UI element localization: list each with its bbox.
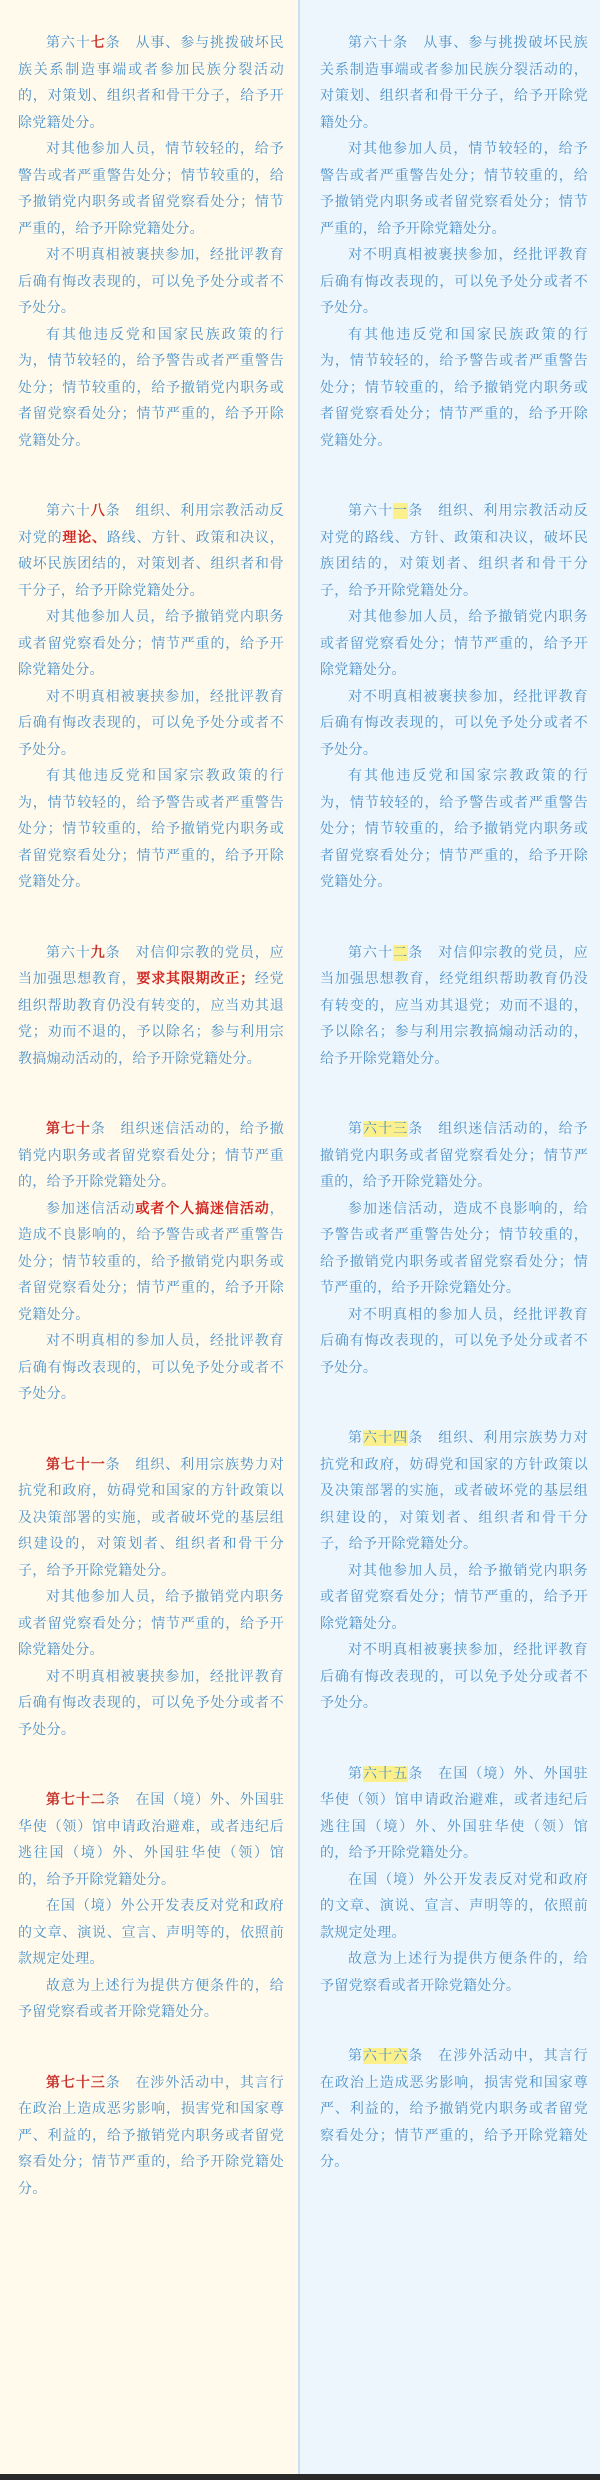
- article-paragraph: [320, 763, 588, 896]
- article-heading-paragraph: [320, 30, 588, 136]
- article-heading-paragraph: [320, 1425, 588, 1558]
- article-a72: [18, 1787, 284, 2026]
- article-paragraph: [320, 1637, 588, 1717]
- text-segment: 参加迷信活动，造成不良影响的，给予警告或者严重警告处分；情节较重的，给予撤销党内职务或者留党察看处分；情节严重的，给予开除党籍处分。: [320, 1200, 588, 1296]
- text-segment: 条 对信仰宗教的党员，应当加强思想教育，经党组织帮助教育仍没有转变的，应当劝其退党；劝而不退的，予以除名；参与利用宗教搞煽动活动的，给予开除党籍处分。: [320, 944, 588, 1067]
- article-b62: [320, 940, 588, 1073]
- text-segment: 对其他参加人员，情节较轻的，给予警告或者严重警告处分；情节较重的，给予撤销党内职务或者留党察看处分；情节严重的，给予开除党籍处分。: [320, 141, 588, 237]
- text-segment: 条 组织迷信活动的，给予撤销党内职务或者留党察看处分；情节严重的，给予开除党籍处分。: [320, 1121, 588, 1190]
- text-segment: 故意为上述行为提供方便条件的，给予留党察看或者开除党籍处分。: [18, 1977, 284, 2020]
- text-segment: 条 在涉外活动中，其言行在政治上造成恶劣影响，损害党和国家尊严、利益的，给予撤销党内职务或者留党察看处分；情节严重的，给予开除党籍处分。: [18, 2074, 284, 2197]
- text-segment: 有其他违反党和国家宗教政策的行为，情节较轻的，给予警告或者严重警告处分；情节较重的，给予撤销党内职务或者留党察看处分；情节严重的，给予开除党籍处分。: [320, 768, 588, 890]
- text-segment: 第六十: [348, 503, 394, 519]
- text-segment: ，造成不良影响的，给予警告或者严重警告处分；情节较重的，给予撤销党内职务或者留党察看处分；情节严重的，给予开除党籍处分。: [18, 1200, 284, 1323]
- highlighted-article-number: 一: [393, 503, 409, 519]
- article-b60: [320, 30, 588, 454]
- article-paragraph: [320, 1196, 588, 1302]
- article-paragraph: [320, 604, 588, 684]
- text-segment: 第六十: [348, 944, 394, 961]
- article-paragraph: [320, 1302, 588, 1382]
- article-a67: [18, 30, 284, 454]
- text-segment: 条 组织、利用宗族势力对抗党和政府，妨碍党和国家的方针政策以及决策部署的实施，或者破坏党的基层组织建设的，对策划者、组织者和骨干分子，给予开除党籍处分。: [320, 1430, 588, 1552]
- article-heading-paragraph: [18, 2070, 284, 2203]
- text-segment: 第: [348, 1430, 364, 1446]
- text-segment: 条 组织、利用宗教活动反对党的: [18, 503, 284, 546]
- article-paragraph: [18, 1664, 284, 1744]
- text-segment: 第: [348, 1765, 364, 1782]
- article-heading-paragraph: [320, 498, 588, 604]
- article-number-emphasis: 九: [90, 944, 106, 961]
- text-segment: 对其他参加人员，给予撤销党内职务或者留党察看处分；情节严重的，给予开除党籍处分。: [320, 1562, 588, 1632]
- highlighted-article-number: 二: [393, 944, 409, 961]
- text-segment: 对不明真相的参加人员，经批评教育后确有悔改表现的，可以免予处分或者不予处分。: [18, 1333, 284, 1402]
- article-paragraph: [320, 1946, 588, 1999]
- article-heading-paragraph: [18, 1116, 284, 1196]
- text-segment: 对其他参加人员，给予撤销党内职务或者留党察看处分；情节严重的，给予开除党籍处分。: [320, 609, 588, 678]
- text-segment: 第六十条 从事、参与挑拨破坏民族关系制造事端或者参加民族分裂活动的，对策划、组织者和骨干分子，给予开除党籍处分。: [320, 35, 588, 131]
- added-text: 要求其限期改正；: [136, 971, 255, 987]
- text-segment: 对不明真相被裹挟参加，经批评教育后确有悔改表现的，可以免予处分或者不予处分。: [320, 1642, 588, 1711]
- text-segment: 第六十: [46, 35, 91, 51]
- highlighted-article-number: 六十五: [363, 1765, 409, 1782]
- text-segment: 条 从事、参与挑拨破坏民族关系制造事端或者参加民族分裂活动的，对策划、组织者和骨干分子，给予开除党籍处分。: [18, 35, 284, 131]
- text-segment: 对不明真相被裹挟参加，经批评教育后确有悔改表现的，可以免予处分或者不予处分。: [18, 688, 284, 758]
- text-segment: 对其他参加人员，情节较轻的，给予警告或者严重警告处分；情节较重的，给予撤销党内职务或者留党察看处分；情节严重的，给予开除党籍处分。: [18, 141, 284, 237]
- article-a70: [18, 1116, 284, 1408]
- article-a69: [18, 940, 284, 1073]
- article-b65: [320, 1761, 588, 2000]
- article-paragraph: [18, 1584, 284, 1664]
- article-paragraph: [320, 684, 588, 764]
- text-segment: 条 在国（境）外、外国驻华使（领）馆申请政治避难，或者违纪后逃往国（境）外、外国驻华使（领）馆的，给予开除党籍处分。: [320, 1765, 588, 1861]
- right-column-old-version: [300, 0, 600, 2480]
- text-segment: 第六十: [46, 944, 91, 961]
- article-a71: [18, 1452, 284, 1744]
- text-segment: 对其他参加人员，给予撤销党内职务或者留党察看处分；情节严重的，给予开除党籍处分。: [18, 609, 284, 678]
- article-b64: [320, 1425, 588, 1717]
- text-segment: 第: [348, 1121, 364, 1137]
- text-segment: 对不明真相的参加人员，经批评教育后确有悔改表现的，可以免予处分或者不予处分。: [320, 1306, 588, 1376]
- article-a68: [18, 498, 284, 896]
- article-paragraph: [320, 1558, 588, 1638]
- added-text: 理论、: [62, 529, 107, 546]
- text-segment: 条 在涉外活动中，其言行在政治上造成恶劣影响，损害党和国家尊严、利益的，给予撤销党内职务或者留党察看处分；情节严重的，给予开除党籍处分。: [320, 2048, 588, 2170]
- highlighted-article-number: 六十六: [363, 2048, 409, 2064]
- text-segment: 有其他违反党和国家宗教政策的行为，情节较轻的，给予警告或者严重警告处分；情节较重的，给予撤销党内职务或者留党察看处分；情节严重的，给予开除党籍处分。: [18, 768, 284, 890]
- article-heading-paragraph: [18, 498, 284, 604]
- article-heading-paragraph: [18, 30, 284, 136]
- article-heading-paragraph: [320, 940, 588, 1073]
- text-segment: 条 在国（境）外、外国驻华使（领）馆申请政治避难，或者违纪后逃往国（境）外、外国驻华使（领）馆的，给予开除党籍处分。: [18, 1792, 284, 1888]
- highlighted-article-number: 六十四: [363, 1430, 409, 1446]
- text-segment: 对不明真相被裹挟参加，经批评教育后确有悔改表现的，可以免予处分或者不予处分。: [320, 247, 588, 316]
- text-segment: 故意为上述行为提供方便条件的，给予留党察看或者开除党籍处分。: [320, 1951, 588, 1994]
- article-paragraph: [320, 242, 588, 322]
- highlighted-article-number: 六十三: [363, 1121, 409, 1137]
- article-paragraph: [320, 136, 588, 242]
- article-paragraph: [18, 1328, 284, 1408]
- text-segment: 对不明真相被裹挟参加，经批评教育后确有悔改表现的，可以免予处分或者不予处分。: [18, 1668, 284, 1738]
- article-number-emphasis: 第七十: [46, 1121, 91, 1137]
- article-paragraph: [18, 242, 284, 322]
- added-text: 或者个人搞迷信活动: [135, 1200, 270, 1217]
- article-heading-paragraph: [320, 2043, 588, 2176]
- text-segment: 对不明真相被裹挟参加，经批评教育后确有悔改表现的，可以免予处分或者不予处分。: [18, 247, 284, 316]
- article-number-emphasis: 第七十一: [46, 1456, 106, 1473]
- left-column-new-version: [0, 0, 298, 2480]
- article-number-emphasis: 七: [90, 35, 106, 51]
- article-b63: [320, 1116, 588, 1381]
- bottom-edge-bar: [0, 2474, 600, 2480]
- article-paragraph: [18, 763, 284, 896]
- article-paragraph: [18, 684, 284, 764]
- article-b66: [320, 2043, 588, 2176]
- article-number-emphasis: 第七十三: [46, 2074, 106, 2091]
- article-paragraph: [320, 322, 588, 455]
- text-segment: 对其他参加人员，给予撤销党内职务或者留党察看处分；情节严重的，给予开除党籍处分。: [18, 1589, 284, 1658]
- text-segment: 第: [348, 2048, 364, 2064]
- article-a73: [18, 2070, 284, 2203]
- article-heading-paragraph: [18, 1787, 284, 1893]
- article-paragraph: [320, 1867, 588, 1947]
- text-segment: 条 组织迷信活动的，给予撤销党内职务或者留党察看处分；情节严重的，给予开除党籍处分。: [18, 1121, 284, 1190]
- article-paragraph: [18, 604, 284, 684]
- article-paragraph: [18, 1893, 284, 1973]
- text-segment: 路线、方针、政策和决议，破坏民族团结的，对策划者、组织者和骨干分子，给予开除党籍处分。: [18, 529, 284, 599]
- text-segment: 经党组织帮助教育仍没有转变的，应当劝其退党；劝而不退的，予以除名；参与利用宗教搞煽动活动的，给予开除党籍处分。: [18, 971, 284, 1067]
- text-segment: 条 组织、利用宗族势力对抗党和政府，妨碍党和国家的方针政策以及决策部署的实施，或者破坏党的基层组织建设的，对策划者、组织者和骨干分子，给予开除党籍处分。: [18, 1456, 284, 1579]
- article-heading-paragraph: [18, 1452, 284, 1585]
- text-segment: 第六十: [46, 503, 91, 519]
- article-paragraph: [18, 136, 284, 242]
- text-segment: 条 组织、利用宗教活动反对党的路线、方针、政策和决议，破坏民族团结的，对策划者、组织者和骨干分子，给予开除党籍处分。: [320, 503, 588, 599]
- text-segment: 在国（境）外公开发表反对党和政府的文章、演说、宣言、声明等的，依照前款规定处理。: [18, 1898, 284, 1967]
- text-segment: 对不明真相被裹挟参加，经批评教育后确有悔改表现的，可以免予处分或者不予处分。: [320, 688, 588, 758]
- text-segment: 有其他违反党和国家民族政策的行为，情节较轻的，给予警告或者严重警告处分；情节较重的，给予撤销党内职务或者留党察看处分；情节严重的，给予开除党籍处分。: [18, 326, 284, 449]
- text-segment: 在国（境）外公开发表反对党和政府的文章、演说、宣言、声明等的，依照前款规定处理。: [320, 1871, 588, 1941]
- article-heading-paragraph: [18, 940, 284, 1073]
- article-number-emphasis: 八: [90, 503, 106, 519]
- article-paragraph: [18, 1973, 284, 2026]
- article-heading-paragraph: [320, 1761, 588, 1867]
- article-paragraph: [18, 1196, 284, 1329]
- article-b61: [320, 498, 588, 896]
- article-paragraph: [18, 322, 284, 455]
- text-segment: 参加迷信活动: [46, 1200, 136, 1217]
- text-segment: 有其他违反党和国家民族政策的行为，情节较轻的，给予警告或者严重警告处分；情节较重的，给予撤销党内职务或者留党察看处分；情节严重的，给予开除党籍处分。: [320, 326, 588, 449]
- article-heading-paragraph: [320, 1116, 588, 1196]
- article-number-emphasis: 第七十二: [46, 1792, 106, 1808]
- text-segment: 条 对信仰宗教的党员，应当加强思想教育，: [18, 944, 284, 987]
